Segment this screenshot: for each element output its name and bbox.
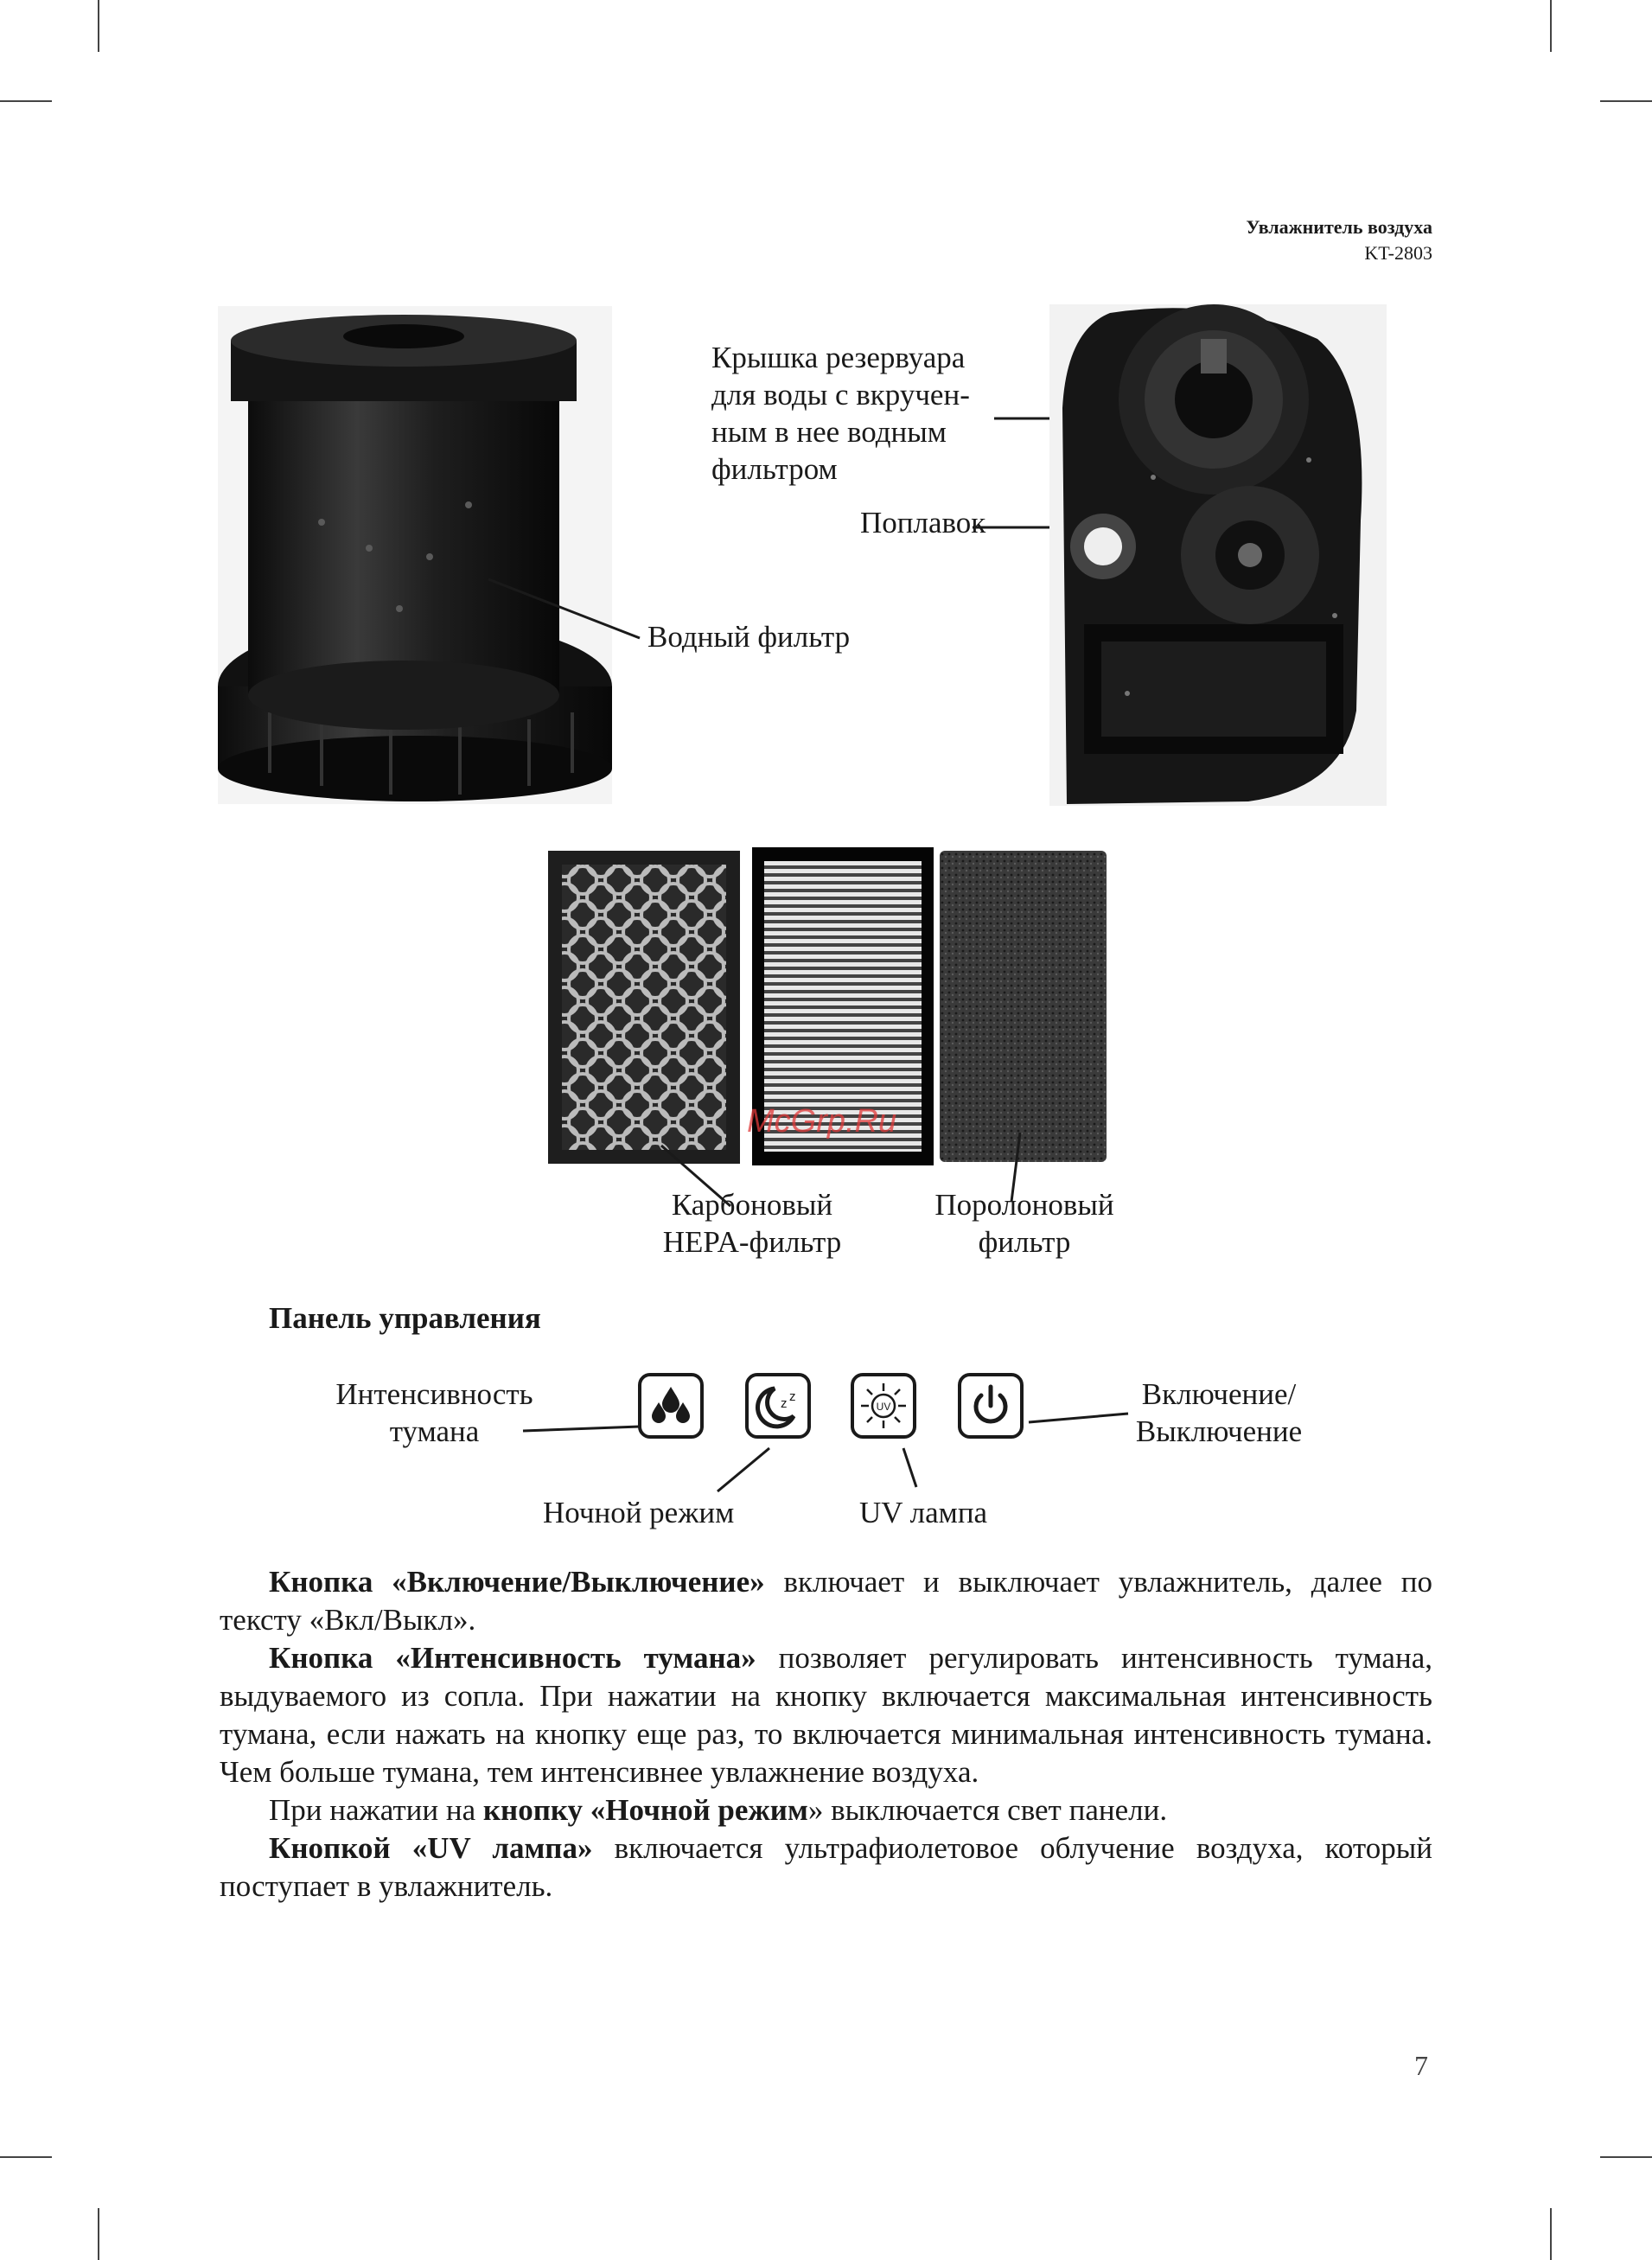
crop-mark bbox=[98, 2208, 99, 2260]
power-button[interactable] bbox=[958, 1373, 1024, 1439]
night-mode-button[interactable] bbox=[745, 1373, 811, 1439]
water-filter-label: Водный фильтр bbox=[647, 620, 851, 654]
watermark: McGrp.Ru bbox=[747, 1103, 897, 1140]
paragraph-uv bbox=[220, 1829, 1432, 1906]
mist-intensity-button[interactable] bbox=[638, 1373, 704, 1439]
crop-mark bbox=[1600, 2156, 1652, 2158]
header-title: Увлажнитель воздуха bbox=[1246, 216, 1432, 238]
crop-mark bbox=[0, 2156, 52, 2158]
mist-drops-icon bbox=[641, 1376, 700, 1435]
crop-mark bbox=[98, 0, 99, 52]
svg-text:z: z bbox=[789, 1389, 796, 1404]
carbon-filter-label-line: HEPA-фильтр bbox=[662, 1225, 842, 1259]
control-panel-leaders bbox=[510, 1383, 1141, 1504]
paragraph-power-bold: Кнопка «Включение/Выключение» bbox=[269, 1565, 765, 1599]
svg-text:UV: UV bbox=[876, 1401, 891, 1413]
foam-filter-label bbox=[899, 1186, 1150, 1261]
power-icon bbox=[961, 1376, 1020, 1435]
paragraph-mist-bold: Кнопка «Интенсивность тумана» bbox=[269, 1641, 756, 1675]
reservoir-lid-label-line: ным в нее водным bbox=[711, 415, 947, 449]
svg-text:z: z bbox=[781, 1396, 788, 1411]
carbon-filter-label-line: Карбоновый bbox=[671, 1188, 833, 1222]
header-model: KT-2803 bbox=[1364, 242, 1432, 264]
water-filter-leader bbox=[484, 571, 648, 657]
paragraph-mist-text: позволяет регулировать интенсивность тумана, выдуваемого из сопла. При нажатии на кнопку включается максимальная интенсивность тумана, если нажать на кнопку еще раз, то включается минимальная интенсивность тумана. Чем больше тумана, тем интенсивнее увлажнение воздуха. bbox=[220, 1641, 1432, 1789]
crop-mark bbox=[1550, 2208, 1552, 2260]
night-moon-icon bbox=[749, 1376, 807, 1435]
uv-lamp-label: UV лампа bbox=[859, 1496, 988, 1529]
paragraph-night-pre: При нажатии на bbox=[269, 1793, 483, 1827]
paragraph-night bbox=[220, 1791, 1432, 1829]
crop-mark bbox=[1550, 0, 1552, 52]
uv-lamp-button[interactable] bbox=[851, 1373, 916, 1439]
crop-mark bbox=[0, 100, 52, 102]
paragraph-mist bbox=[220, 1639, 1432, 1791]
water-filter-photo bbox=[218, 306, 612, 804]
reservoir-lid-label bbox=[711, 339, 970, 488]
reservoir-photo bbox=[1049, 304, 1387, 806]
reservoir-lid-label-line: для воды с вкручен- bbox=[711, 378, 970, 412]
foam-filter-label-line: фильтр bbox=[978, 1225, 1071, 1259]
power-label-line: Включение/ bbox=[1141, 1377, 1297, 1411]
running-header bbox=[1246, 214, 1432, 266]
paragraph-uv-bold: Кнопкой «UV лампа» bbox=[269, 1831, 593, 1865]
filters-photo bbox=[546, 846, 1108, 1169]
mist-intensity-label-line: Интенсивность bbox=[335, 1377, 533, 1411]
crop-mark bbox=[1600, 100, 1652, 102]
paragraph-night-post: » выключается свет панели. bbox=[807, 1793, 1168, 1827]
float-label: Поплавок bbox=[860, 506, 986, 539]
uv-lamp-icon bbox=[854, 1376, 913, 1435]
page-number: 7 bbox=[1414, 2050, 1428, 2081]
control-panel-title: Панель управления bbox=[269, 1301, 541, 1335]
paragraph-power-text: включает и выключает увлажнитель, далее по тексту «Вкл/Выкл». bbox=[220, 1565, 1433, 1637]
foam-filter-label-line: Поролоновый bbox=[934, 1188, 1114, 1222]
power-label-line: Выключение bbox=[1135, 1414, 1303, 1448]
paragraph-uv-text: включается ультрафиолетовое облучение воздуха, который поступает в увлажнитель. bbox=[220, 1831, 1432, 1903]
paragraph-power bbox=[220, 1563, 1432, 1639]
reservoir-lid-label-line: фильтром bbox=[711, 452, 838, 486]
paragraph-night-bold: кнопку «Ночной режим bbox=[482, 1793, 808, 1827]
power-label bbox=[1111, 1376, 1327, 1450]
reservoir-lid-label-line: Крышка резервуара bbox=[711, 341, 966, 374]
carbon-filter-label bbox=[622, 1186, 882, 1261]
mist-intensity-label-line: тумана bbox=[389, 1414, 480, 1448]
night-mode-label: Ночной режим bbox=[543, 1496, 735, 1529]
